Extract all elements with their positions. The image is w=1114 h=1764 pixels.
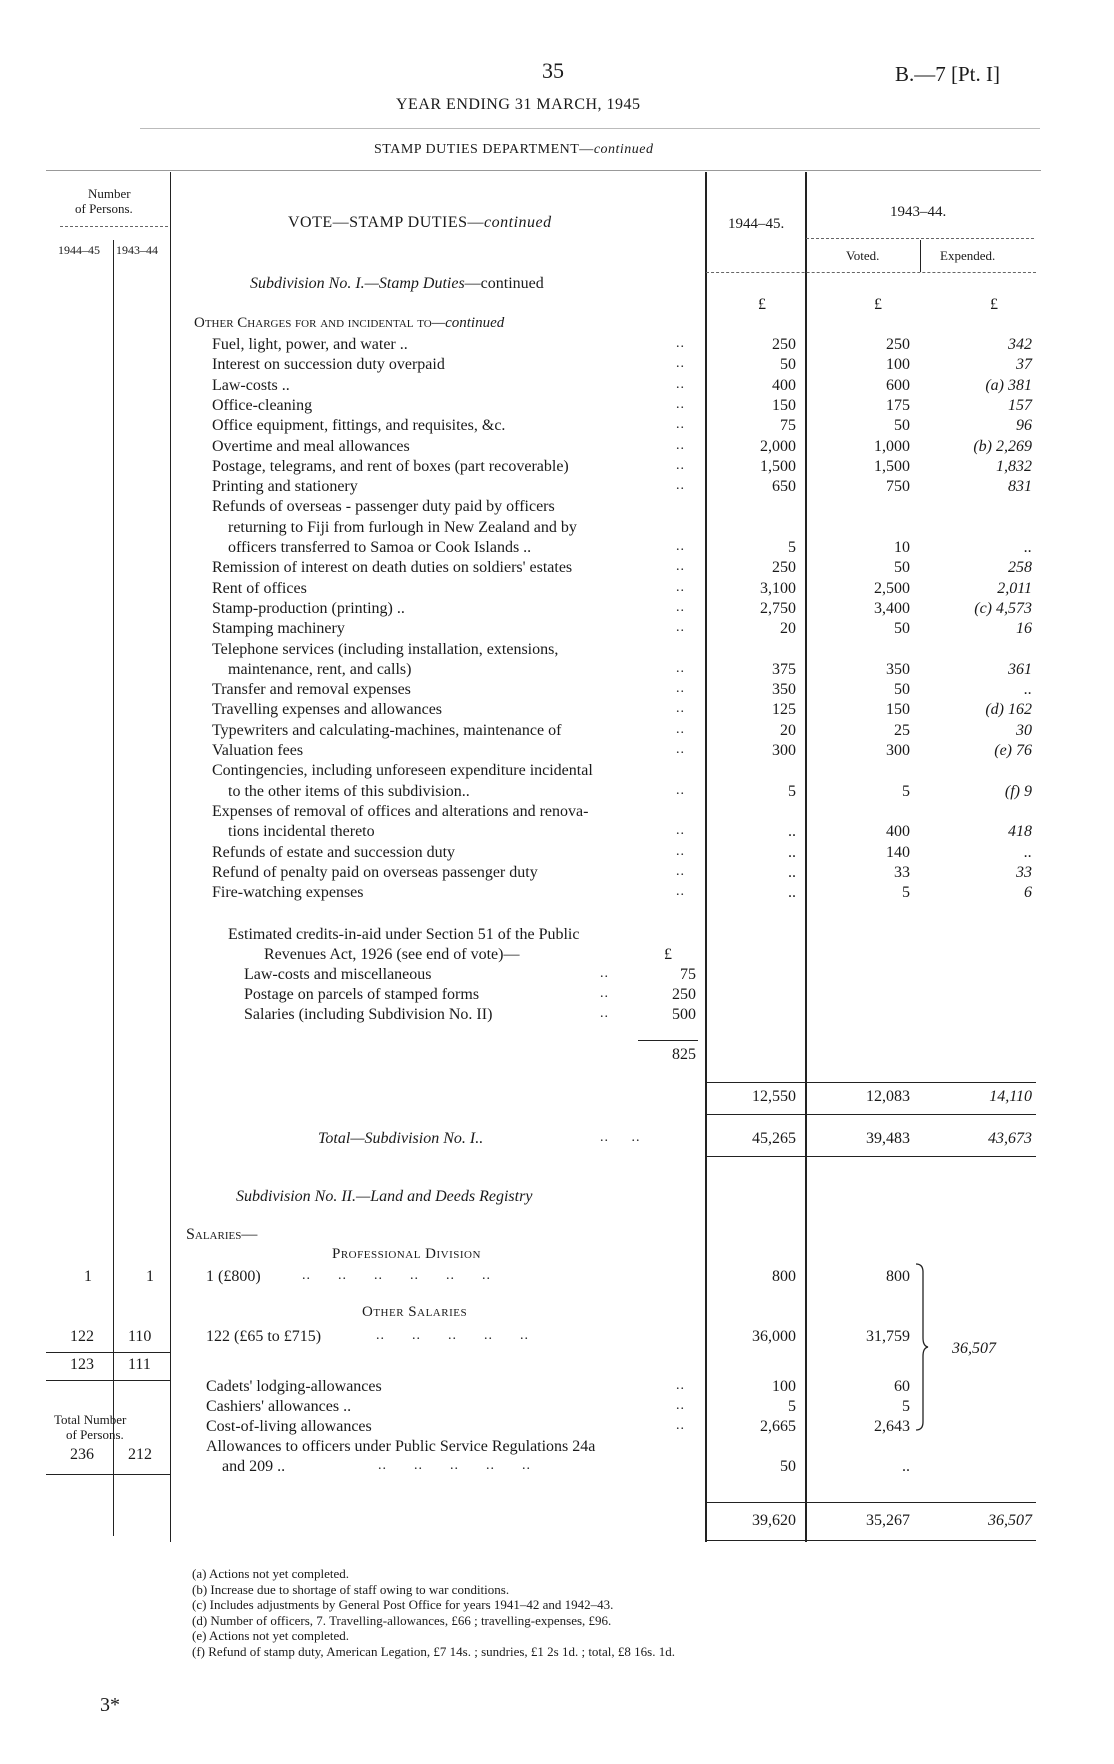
total-persons-rule (46, 1474, 170, 1475)
allowance-voted: 2,643 (874, 1418, 910, 1435)
subdivision-1-title (250, 275, 544, 293)
credit-item-label: Postage on parcels of stamped forms (244, 986, 480, 1003)
allowance-voted: 60 (894, 1378, 910, 1395)
charge-item-label: Typewriters and calculating-machines, maintenance of (212, 721, 562, 739)
leader-dots: .. (676, 1398, 685, 1413)
charge-item-1944: 2,750 (760, 599, 796, 617)
charge-item-label: Refunds of overseas - passenger duty paid by officers (212, 498, 555, 516)
header-rule (140, 128, 1040, 129)
charge-item-expended: 6 (1024, 884, 1032, 902)
persons-header-line1: Number (88, 186, 131, 201)
charge-item-1944: .. (788, 884, 796, 902)
column-rule-1944 (705, 172, 707, 1542)
charge-item-label: officers transferred to Samoa or Cook Islands .. (228, 539, 532, 556)
charge-item-1944: 20 (780, 721, 796, 739)
sub2-total-rule-bottom (706, 1540, 1036, 1541)
credit-item-label: Law-costs and miscellaneous (244, 966, 432, 983)
other-charges-cont: —continued (431, 315, 505, 331)
charge-item-1944: .. (788, 863, 796, 881)
leader-dots: .. (676, 336, 685, 351)
bracket-icon (915, 1262, 929, 1432)
page-signature: 3* (100, 1694, 120, 1716)
charge-item-label: Overtime and meal allowances (212, 437, 410, 455)
leader-dots: .. (676, 843, 685, 859)
charge-item-label: Fire-watching expenses (212, 884, 364, 902)
footnote: (a) Actions not yet completed. (192, 1566, 350, 1581)
charge-item-voted: 33 (894, 863, 910, 881)
charge-item-1944: 20 (780, 620, 796, 638)
charge-item-label: Telephone services (including installation, extensions, (212, 640, 559, 658)
bracket-expended-value: 36,507 (952, 1340, 996, 1357)
charge-item-voted: 3,400 (874, 599, 910, 617)
charge-item-label: Stamping machinery (212, 620, 345, 638)
other-charges-heading (194, 315, 504, 332)
footnote: (b) Increase due to shortage of staff owing to war conditions. (192, 1581, 510, 1597)
credits-total-rule (638, 1040, 698, 1041)
leader-dots: .. (676, 559, 685, 575)
charge-item-expended: 157 (1008, 396, 1032, 414)
charge-item-label: Valuation fees (212, 742, 304, 759)
document-reference: B.—7 [Pt. I] (895, 62, 1000, 86)
prof-persons-1944: 1 (84, 1268, 92, 1285)
column-header-voted: Voted. (846, 248, 880, 263)
prof-persons-1943: 1 (146, 1268, 154, 1285)
charge-item-label: maintenance, rent, and calls) (228, 660, 412, 678)
leader-dots: .. (676, 579, 685, 595)
leader-dots: .. (676, 539, 685, 554)
charge-item-expended: 831 (1008, 478, 1032, 496)
charge-item-voted: 400 (886, 823, 910, 841)
department-cont: continued (593, 142, 654, 157)
persons-col-1943: 1943–44 (116, 243, 158, 257)
charge-item-1944: 1,500 (760, 457, 796, 475)
charge-item-label: Fuel, light, power, and water .. (212, 336, 408, 353)
charge-item-expended: 96 (1016, 417, 1032, 435)
charge-item-1944: 150 (772, 396, 796, 414)
charge-item-expended: (d) 162 (985, 701, 1032, 719)
charge-item-1944: 2,000 (760, 437, 796, 455)
leader-dots: .. (600, 966, 609, 981)
prof-item-dots: .. .. .. .. .. .. (302, 1268, 491, 1283)
allowance-1944: 5 (788, 1398, 796, 1415)
professional-division-heading: Professional Division (332, 1246, 481, 1262)
persons-header-line2: of Persons. (75, 201, 133, 216)
charge-item-voted: 25 (894, 721, 910, 739)
charge-item-voted: 750 (886, 478, 910, 496)
charge-item-label: Rent of offices (212, 579, 307, 597)
charge-item-voted: 10 (894, 539, 910, 556)
leader-dots: .. (676, 356, 685, 372)
footnote: (f) Refund of stamp duty, American Legation, £7 14s. ; sundries, £1 2s 1d. ; total, £8 16s. 1d. (192, 1643, 675, 1659)
charge-item-voted: 100 (886, 356, 910, 374)
charge-item-voted: 50 (894, 417, 910, 435)
charge-item-1944: .. (788, 843, 796, 861)
psr-line1: Allowances to officers under Public Service Regulations 24a (206, 1438, 596, 1455)
leader-dots: .. (600, 986, 609, 1001)
column-rule-1943 (805, 172, 807, 1542)
charge-item-expended: (e) 76 (994, 742, 1032, 759)
total-subdivision-1-label: Total—Subdivision No. I.. (318, 1130, 484, 1147)
allowance-label: Cashiers' allowances .. (206, 1398, 352, 1415)
leader-dots: .. (676, 701, 685, 717)
column-header-1943: 1943–44. (890, 204, 947, 220)
leader-dots: .. (676, 823, 685, 839)
charge-item-voted: 150 (886, 701, 910, 719)
currency-voted: £ (874, 296, 882, 313)
charge-item-label: Refund of penalty paid on overseas passenger duty (212, 863, 538, 881)
leader-dots: .. (676, 863, 685, 879)
credits-total: 825 (672, 1046, 696, 1063)
footnote: (c) Includes adjustments by General Post Office for years 1941–42 and 1942–43. (192, 1597, 614, 1612)
charge-item-expended: 342 (1008, 336, 1032, 353)
charge-item-expended: 361 (1008, 660, 1032, 678)
charge-item-label: Travelling expenses and allowances (212, 701, 443, 719)
charge-item-expended: 37 (1016, 356, 1032, 374)
charge-item-1944: 350 (772, 681, 796, 699)
charge-item-label: Office-cleaning (212, 396, 313, 414)
other-item-voted: 31,759 (866, 1328, 910, 1345)
leader-dots: .. (676, 884, 685, 900)
charge-item-label: Office equipment, fittings, and requisites, &c. (212, 417, 506, 435)
allowance-label: Cost-of-living allowances (206, 1418, 372, 1435)
leader-dots: .. (676, 599, 685, 615)
footnote: (e) Actions not yet completed. (192, 1628, 350, 1643)
column-rule-voted (920, 240, 921, 272)
credits-currency: £ (664, 946, 672, 963)
charge-item-voted: 2,500 (874, 579, 910, 597)
total-persons-1943: 212 (128, 1446, 152, 1463)
charge-item-voted: 50 (894, 620, 910, 638)
other-persons-1943: 110 (128, 1328, 152, 1345)
charge-item-expended: 1,832 (996, 457, 1032, 475)
expended-bracket (915, 1262, 927, 1432)
charge-item-1944: 300 (772, 742, 796, 759)
leader-dots: .. (676, 457, 685, 473)
psr-1944: 50 (780, 1458, 796, 1475)
allowance-voted: 5 (902, 1398, 910, 1415)
leader-dots: .. (676, 478, 685, 494)
year-heading: YEAR ENDING 31 MARCH, 1945 (396, 96, 641, 113)
currency-expended: £ (990, 296, 998, 313)
charge-item-label: Contingencies, including unforeseen expenditure incidental (212, 762, 593, 780)
charge-item-label: to the other items of this subdivision.. (228, 782, 470, 800)
charge-item-expended: 258 (1008, 559, 1032, 577)
charge-item-1944: 250 (772, 336, 796, 353)
credits-heading-line1: Estimated credits-in-aid under Section 51 of the Public (228, 926, 580, 943)
other-item-1944: 36,000 (752, 1328, 796, 1345)
currency-1944: £ (758, 296, 766, 313)
leader-dots: .. (676, 782, 685, 798)
charge-item-voted: 600 (886, 376, 910, 394)
prof-item-voted: 800 (886, 1268, 910, 1285)
sub2-total-expended: 36,507 (988, 1512, 1032, 1529)
charge-item-label: Interest on succession duty overpaid (212, 356, 445, 374)
leader-dots: .. (676, 660, 685, 676)
leader-dots: .. (676, 681, 685, 697)
charge-item-1944: 375 (772, 660, 796, 678)
psr-line2: and 209 .. (222, 1458, 286, 1475)
allowance-label: Cadets' lodging-allowances (206, 1378, 382, 1395)
persons-col-1944: 1944–45 (58, 243, 100, 257)
psr-dots: .. .. .. .. .. (378, 1458, 531, 1473)
charge-item-voted: 250 (886, 336, 910, 353)
charge-item-voted: 1,500 (874, 457, 910, 475)
charge-item-voted: 50 (894, 559, 910, 577)
vote-title-label: VOTE—STAMP DUTIES— (288, 214, 485, 231)
charge-item-1944: 5 (788, 539, 796, 556)
sub1-subtotal-rule-bottom (706, 1114, 1036, 1115)
leader-dots: .. (676, 437, 685, 453)
charge-item-1944: 125 (772, 701, 796, 719)
department-heading (374, 142, 654, 158)
credit-item-value: 250 (672, 986, 696, 1003)
total-persons-1944: 236 (70, 1446, 94, 1463)
charge-item-1944: 3,100 (760, 579, 796, 597)
charge-item-label: Refunds of estate and succession duty (212, 843, 456, 861)
credit-item-label: Salaries (including Subdivision No. II) (244, 1006, 493, 1023)
persons-subtotal-rule (46, 1352, 170, 1353)
persons-column-rule (170, 172, 171, 1542)
charge-item-expended: 33 (1016, 863, 1032, 881)
subdivision-1-title-label: Subdivision No. I.—Stamp Duties (250, 275, 465, 292)
subdivision-2-title: Subdivision No. II.—Land and Deeds Registry (236, 1188, 533, 1205)
table-top-rule (46, 170, 1041, 171)
charge-item-expended: (b) 2,269 (973, 437, 1032, 455)
sub2-total-rule (706, 1502, 1036, 1503)
charge-item-label: tions incidental thereto (228, 823, 375, 841)
subdivision-1-title-cont: —continued (464, 275, 544, 292)
charge-item-expended: .. (1024, 843, 1032, 861)
other-salaries-heading: Other Salaries (362, 1304, 468, 1320)
charge-item-expended: (f) 9 (1004, 782, 1032, 800)
charge-item-voted: 5 (902, 782, 910, 800)
other-charges-label: Other Charges for and incidental to (194, 315, 432, 331)
charge-item-1944: 650 (772, 478, 796, 496)
charge-item-1944: 400 (772, 376, 796, 394)
total-sub1-voted: 39,483 (866, 1130, 910, 1147)
salaries-heading: Salaries— (186, 1226, 258, 1243)
total-persons-line2: of Persons. (66, 1427, 124, 1442)
vote-title (288, 214, 552, 232)
sub2-total-1944: 39,620 (752, 1512, 796, 1529)
allowance-1944: 2,665 (760, 1418, 796, 1435)
prof-item-1944: 800 (772, 1268, 796, 1285)
total-sub1-dots: .. .. (600, 1130, 641, 1145)
charge-item-voted: 1,000 (874, 437, 910, 455)
charge-item-label: returning to Fiji from furlough in New Zealand and by (228, 518, 577, 536)
charge-item-expended: 418 (1008, 823, 1032, 841)
sum-persons-1944: 123 (70, 1356, 94, 1373)
charge-item-1944: 250 (772, 559, 796, 577)
other-persons-1944: 122 (70, 1328, 94, 1345)
sub1-subtotal-rule (706, 1082, 1036, 1083)
column-header-1944: 1944–45. (728, 216, 785, 232)
leader-dots: .. (676, 742, 685, 757)
credits-heading-line2: Revenues Act, 1926 (see end of vote)— (264, 946, 520, 963)
column-header-rule (706, 272, 1036, 273)
charge-item-voted: 50 (894, 681, 910, 699)
charge-item-expended: 2,011 (997, 579, 1032, 597)
persons-split-rule (113, 240, 114, 1536)
psr-voted: .. (902, 1458, 910, 1475)
charge-item-label: Law-costs .. (212, 376, 290, 394)
charge-item-label: Remission of interest on death duties on soldiers' estates (212, 559, 573, 577)
persons-subtotal-rule-bottom (46, 1380, 170, 1381)
prof-item-label: 1 (£800) (206, 1268, 261, 1285)
charge-item-expended: .. (1024, 681, 1032, 699)
total-persons-line1: Total Number (54, 1412, 127, 1427)
credit-item-value: 500 (672, 1006, 696, 1023)
leader-dots: .. (676, 376, 685, 392)
leader-dots: .. (676, 396, 685, 412)
sub1-subtotal-voted: 12,083 (866, 1088, 910, 1105)
charge-item-voted: 140 (886, 843, 910, 861)
charge-item-expended: .. (1024, 539, 1032, 556)
total-sub1-expended: 43,673 (988, 1130, 1032, 1147)
charge-item-1944: 75 (780, 417, 796, 435)
charge-item-1944: 50 (780, 356, 796, 374)
charge-item-label: Printing and stationery (212, 478, 358, 496)
charge-item-expended: (a) 381 (985, 376, 1032, 394)
other-item-dots: .. .. .. .. .. (376, 1328, 529, 1343)
charge-item-label: Postage, telegrams, and rent of boxes (part recoverable) (212, 457, 569, 475)
charge-item-1944: .. (788, 823, 796, 841)
total-sub1-1944: 45,265 (752, 1130, 796, 1147)
department-label: STAMP DUTIES DEPARTMENT— (374, 142, 594, 157)
leader-dots: .. (676, 1418, 685, 1433)
page-number: 35 (542, 58, 564, 83)
leader-dots: .. (676, 417, 685, 433)
charge-item-expended: (c) 4,573 (974, 599, 1032, 617)
persons-header-rule (60, 226, 168, 227)
sub1-subtotal-expended: 14,110 (989, 1088, 1032, 1105)
charge-item-label: Expenses of removal of offices and alterations and renova- (212, 802, 589, 820)
leader-dots: .. (676, 721, 685, 737)
sub1-subtotal-1944: 12,550 (752, 1088, 796, 1105)
charge-item-1944: 5 (788, 782, 796, 800)
charge-item-voted: 350 (886, 660, 910, 678)
charge-item-voted: 300 (886, 742, 910, 759)
voted-header-rule (806, 238, 1034, 239)
other-item-label: 122 (£65 to £715) (206, 1328, 322, 1345)
leader-dots: .. (676, 620, 685, 636)
allowance-1944: 100 (772, 1378, 796, 1395)
charge-item-voted: 175 (886, 396, 910, 414)
column-header-expended: Expended. (940, 248, 996, 263)
sum-persons-1943: 111 (128, 1356, 151, 1373)
charge-item-expended: 16 (1016, 620, 1032, 638)
credit-item-value: 75 (680, 966, 696, 983)
sub2-total-voted: 35,267 (866, 1512, 910, 1529)
leader-dots: .. (676, 1378, 685, 1393)
total-sub1-rule-bottom (706, 1156, 1036, 1157)
leader-dots: .. (600, 1006, 609, 1021)
charge-item-label: Stamp-production (printing) .. (212, 599, 405, 617)
charge-item-voted: 5 (902, 884, 910, 902)
footnote: (d) Number of officers, 7. Travelling-allowances, £66 ; travelling-expenses, £96. (192, 1612, 612, 1628)
charge-item-label: Transfer and removal expenses (212, 681, 411, 699)
charge-item-expended: 30 (1016, 721, 1032, 739)
vote-title-cont: continued (484, 214, 552, 231)
